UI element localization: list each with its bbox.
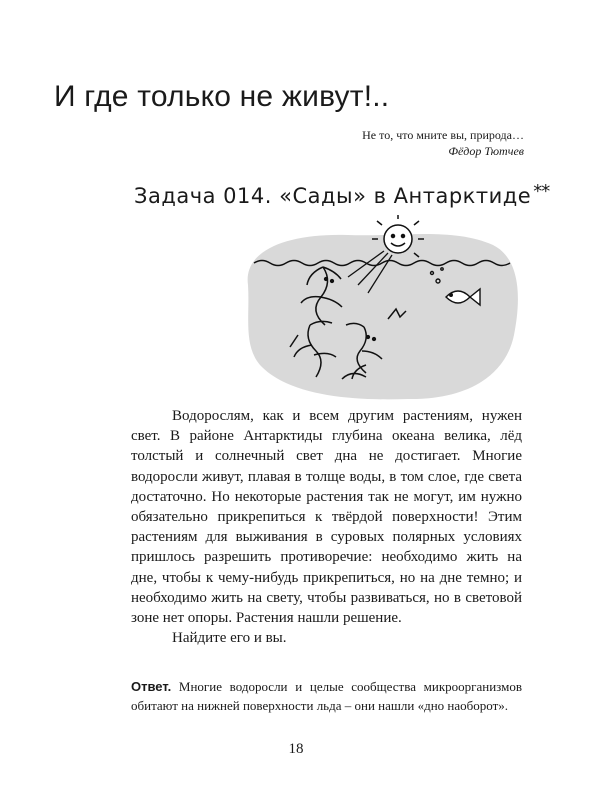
epigraph-author: Фёдор Тютчев	[448, 144, 524, 158]
chapter-title: И где только не живут!..	[54, 80, 390, 113]
task-paragraph: Водорослям, как и всем другим растениям, нужен свет. В районе Антарктиды глубина океана велика, лёд толстый и солнечный свет дна не достигает. Многие водоросли живут, плавая в толще воды, в том слое, где света достаточно. Но некоторые растения так не могут, им нужно обязательно прикрепиться к твёрдой поверхности! Этим растениям для выживания в суровых полярных условиях пришлось разрешить противоречие: необходимо жить на дне, чтобы к чему-нибудь прикрепиться, но на дне темно; и необходимо жить на свету, чтобы развиваться, но в световой зоне нет опоры. Растения нашли решение.	[131, 408, 522, 627]
answer-text: Многие водоросли и целые сообщества микроорганизмов обитают на нижней поверхности льда – они нашли «дно наоборот».	[131, 679, 522, 713]
answer-block	[131, 678, 522, 715]
epigraph-quote: Не то, что мните вы, природа…	[362, 128, 524, 142]
answer-label: Ответ.	[131, 679, 172, 694]
task-title-text: Задача 014. «Сады» в Антарктиде	[134, 184, 532, 208]
difficulty-mark: **	[533, 181, 550, 202]
task-title	[134, 181, 550, 208]
task-body	[131, 406, 522, 648]
epigraph	[362, 127, 524, 159]
page-number: 18	[288, 741, 304, 757]
task-question: Найдите его и вы.	[172, 630, 287, 647]
algae-illustration	[238, 215, 522, 405]
